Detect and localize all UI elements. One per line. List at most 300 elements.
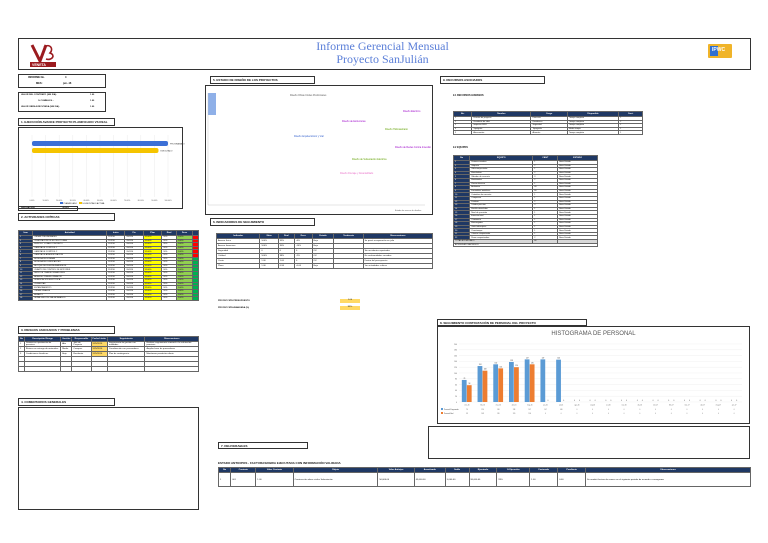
- legend-executed: % EJECUTADO ACTUAL: [82, 203, 105, 205]
- critical-cell: 15/3/16: [107, 236, 125, 240]
- histogram-bar: [467, 385, 472, 402]
- critical-cell: 1.00%: [176, 297, 192, 301]
- critical-header: Actividad: [33, 231, 107, 236]
- design-label-5: Diseño de Redes Contra Incendio: [395, 146, 431, 149]
- resource-cell: Almacén: [531, 131, 567, 135]
- resource-cell: Dirección: [531, 117, 567, 121]
- histogram-value-label: 0: [736, 401, 738, 402]
- summary-label-percent: % CUMBLE N.:: [38, 100, 54, 102]
- equipment-cell: Retroexcavadora: [470, 161, 533, 165]
- critical-row: [19, 297, 199, 301]
- risk-cell: 3: [19, 352, 25, 357]
- indicator-header: Real: [278, 234, 294, 239]
- histogram-table-programado: 124: [481, 410, 484, 411]
- equipment-cell: Compresor: [470, 196, 533, 200]
- indicator-cell: Bajo: [312, 239, 334, 244]
- risk-cell: Condiciones climáticas: [24, 352, 60, 357]
- critical-cell: CASETA DE CONTROL 1: [33, 246, 107, 250]
- equipment-cell: 2: [533, 200, 558, 204]
- equipment-cell: Rana compactadora: [470, 236, 533, 240]
- histogram-month-label: feb-17: [668, 405, 674, 407]
- histogram-value-label: 146: [557, 358, 561, 360]
- equipment-cell: Buen Estado: [558, 218, 598, 222]
- histogram-value-label: 130: [494, 363, 498, 365]
- equipment-cell: Minicargador: [470, 222, 533, 226]
- histogram-value-label: 0: [673, 401, 675, 402]
- design-label-3: Diseño Hidrosanitario: [385, 128, 408, 131]
- critical-cell: 90%: [162, 261, 176, 265]
- progress-tick-label: 30.00%: [69, 200, 76, 202]
- progress-bar: [32, 141, 168, 146]
- histogram-table-real: 58: [466, 414, 468, 415]
- histogram-table-programado: 0: [686, 410, 688, 411]
- risks-table: [18, 336, 199, 372]
- indicator-header: Indicador: [217, 234, 260, 239]
- critical-cell: 1.00%: [176, 253, 192, 257]
- equipment-cell: Mezcladora: [470, 171, 533, 175]
- equipment-cell: 9: [454, 189, 470, 193]
- resource-cell: 2: [619, 120, 643, 124]
- critical-cell: 15/3/16: [107, 268, 125, 272]
- risk-cell: [145, 367, 199, 372]
- critical-cell: 18: [19, 297, 33, 301]
- risk-header: Observaciones: [145, 337, 199, 342]
- title-line-2: Proyecto SanJulián: [336, 52, 429, 66]
- critical-cell: 7: [19, 257, 33, 261]
- critical-header: Real: [162, 231, 176, 236]
- equipment-cell: 7: [454, 182, 470, 186]
- risk-header: Seguimiento: [107, 337, 145, 342]
- histogram-notes-box: [428, 426, 750, 459]
- equipment-cell: Buen Estado: [558, 178, 598, 182]
- risk-cell: Plan de contingencia: [107, 352, 145, 357]
- equipment-cell: Buen Estado: [558, 232, 598, 236]
- projection-budget-value: 1.00: [340, 299, 360, 303]
- histogram-value-label: 0: [689, 401, 690, 402]
- critical-header: Item: [19, 231, 33, 236]
- histogram-ytick: 100: [454, 372, 457, 375]
- resource-cell: Almacenista: [472, 131, 531, 135]
- equipment-cell: Estación total: [470, 214, 533, 218]
- critical-cell: 15/3/16: [107, 286, 125, 290]
- equipment-cell: Buen Estado: [558, 207, 598, 211]
- histogram-month-label: oct-16: [606, 405, 611, 407]
- progress-chart: [18, 127, 183, 209]
- indicator-header: Estado: [312, 234, 334, 239]
- risk-cell: Jefe de Proyecto: [72, 342, 91, 347]
- equipment-cell: 1: [533, 196, 558, 200]
- histogram-month-label: abr-16: [511, 405, 517, 407]
- histogram-value-label: 116: [499, 367, 503, 369]
- equipment-cell: 8: [454, 186, 470, 190]
- risk-cell: Alta: [61, 342, 72, 347]
- critical-cell: 15/3/16: [107, 275, 125, 279]
- equipment-cell: Buen Estado: [558, 236, 598, 240]
- equipment-cell: Formaletas metálicas: [470, 189, 533, 193]
- equipment-cell: Buen Estado: [558, 204, 598, 208]
- histogram-table-real: 0: [733, 414, 735, 415]
- resource-cell: Topografía: [531, 127, 567, 131]
- histogram-value-label: 0: [641, 401, 643, 402]
- resource-cell: 5: [454, 131, 472, 135]
- indicator-cell: 98%: [278, 254, 294, 259]
- critical-cell: 91.00%: [143, 293, 162, 297]
- financing-header: Facturado: [530, 468, 558, 473]
- histogram-value-label: 138: [510, 360, 513, 362]
- critical-cell: 91.00%: [143, 239, 162, 243]
- critical-cell: 1.00%: [176, 236, 192, 240]
- critical-cell: 15: [19, 286, 33, 290]
- equipment-cell: Volqueta: [470, 164, 533, 168]
- critical-cell: 20/4/16: [125, 271, 143, 275]
- equipment-cell: 6: [454, 178, 470, 182]
- histogram-value-label: 0: [720, 401, 722, 402]
- equipment-title: 9.2 EQUIPOS: [453, 146, 468, 149]
- equipment-cell: 15: [454, 211, 470, 215]
- design-status-chart: [205, 85, 433, 215]
- critical-activities-table: [18, 230, 199, 301]
- financing-header: Objeto: [293, 468, 378, 473]
- critical-cell: 17: [19, 293, 33, 297]
- indicator-cell: 1.00: [260, 259, 278, 264]
- info-value-month: jun.-16: [63, 82, 72, 85]
- info-box: [18, 74, 106, 88]
- progress-tick-label: 20.00%: [56, 200, 63, 202]
- histogram-bar: [530, 364, 535, 402]
- equipment-cell: Buen Estado: [558, 222, 598, 226]
- summary-value-executed: 1.00: [90, 106, 95, 108]
- equipment-cell: 16: [454, 214, 470, 218]
- histogram-value-label: 0: [636, 401, 638, 402]
- critical-cell: 91.00%: [143, 243, 162, 247]
- critical-cell: CASETA DE ADMINISTRACIÓN: [33, 253, 107, 257]
- resource-cell: 1: [619, 117, 643, 121]
- critical-cell: 90%: [162, 289, 176, 293]
- histogram-value-label: 0: [704, 401, 706, 402]
- equipment-cell: Buen Estado: [558, 161, 598, 165]
- critical-cell: 5: [19, 250, 33, 254]
- critical-cell: OBRAS FINALES: [33, 289, 107, 293]
- resource-cell: Residencia: [531, 120, 567, 124]
- financing-header: Contrato: [231, 468, 256, 473]
- risk-cell: Residente: [72, 352, 91, 357]
- histogram-legend-label: Personal Real: [444, 413, 454, 415]
- critical-cell: CUARTO DE CONTROL DE MOTORES: [33, 268, 107, 272]
- histogram-ytick: 0: [456, 401, 457, 404]
- critical-cell: 90%: [162, 257, 176, 261]
- financing-cell: 001: [231, 473, 256, 487]
- critical-header: Desv: [176, 231, 192, 236]
- equipment-cell: 21: [454, 232, 470, 236]
- histogram-bar: [525, 359, 530, 402]
- histogram-value-label: 0: [731, 401, 733, 402]
- indicator-cell: Costo: [217, 259, 260, 264]
- equipment-cell: 1: [533, 193, 558, 197]
- histogram-table-real: 130: [528, 414, 532, 415]
- critical-cell: 1.00%: [176, 250, 192, 254]
- critical-cell: SUBESTACIÓN ELÉCTRICA: [33, 279, 107, 283]
- equipment-cell: Buen Estado: [558, 196, 598, 200]
- risk-cell: 31/5/2016: [91, 352, 107, 357]
- histogram-bar: [493, 364, 498, 402]
- histogram-ytick: 160: [454, 355, 457, 358]
- histogram-value-label: 0: [699, 401, 701, 402]
- resource-cell: Seguridad: [531, 124, 567, 128]
- financing-header: Saldo: [445, 468, 469, 473]
- design-label-0: Diseño Obras Civiles Preliminares: [290, 94, 327, 97]
- histogram-table-real: 0: [639, 414, 641, 415]
- equipment-cell: 14: [454, 207, 470, 211]
- equipment-cell: 1: [533, 229, 558, 233]
- critical-cell: 91.00%: [143, 261, 162, 265]
- risk-cell: 31/5/2016: [91, 347, 107, 352]
- histogram-table-real: 0: [592, 414, 594, 415]
- critical-cell: 15/3/16: [107, 264, 125, 268]
- equipment-cell: Buen Estado: [558, 164, 598, 168]
- critical-cell: 2: [19, 239, 33, 243]
- histogram-value-label: 0: [563, 401, 565, 402]
- title-line-1: Informe Gerencial Mensual: [316, 39, 449, 53]
- comments-box: [18, 407, 199, 510]
- critical-cell: 1.00%: [176, 246, 192, 250]
- critical-cell: 6: [19, 253, 33, 257]
- critical-cell: CUBIERTAS: [33, 282, 107, 286]
- equipment-cell: Planta eléctrica: [470, 182, 533, 186]
- critical-cell: 91.00%: [143, 246, 162, 250]
- indicator-cell: OK: [312, 254, 334, 259]
- equipment-cell: Buen Estado: [558, 175, 598, 179]
- legend-swatch-planned: [60, 202, 63, 204]
- histogram-value-label: 0: [573, 401, 575, 402]
- progress-tick-label: 0.00%: [29, 200, 35, 202]
- critical-cell: 90%: [162, 253, 176, 257]
- resource-cell: Topógrafo: [472, 127, 531, 131]
- critical-cell: 15/3/16: [107, 289, 125, 293]
- financing-cell: 45,000.00: [414, 473, 445, 487]
- critical-cell: 15/3/16: [107, 246, 125, 250]
- critical-cell: 1.00%: [176, 239, 192, 243]
- critical-cell: 15/3/16: [107, 282, 125, 286]
- histogram-value-label: 0: [594, 401, 596, 402]
- financing-table: [218, 467, 751, 487]
- design-label-1: Diseño Eléctrico: [403, 110, 421, 113]
- risk-header: Fecha Límite: [92, 338, 106, 340]
- histogram-table-real: 0: [560, 414, 562, 415]
- histogram-value-label: 0: [715, 401, 717, 402]
- equipment-cell: 2: [533, 171, 558, 175]
- histogram-table-real: 0: [717, 414, 719, 415]
- critical-cell: 90%: [162, 236, 176, 240]
- summary-value-percent: 1.00: [90, 100, 95, 102]
- indicator-cell: Avance financiero: [217, 244, 260, 249]
- critical-cell: 90%: [162, 282, 176, 286]
- financing-cell: 1.00: [256, 473, 293, 487]
- equipment-cell: 40: [533, 186, 558, 190]
- histogram-value-label: 0: [684, 401, 685, 402]
- histogram-bar: [483, 371, 488, 402]
- progress-tick-label: 60.00%: [110, 200, 117, 202]
- critical-cell: 15/3/16: [107, 257, 125, 261]
- indicator-cell: Avance físico: [217, 239, 260, 244]
- equipment-cell: 1: [533, 168, 558, 172]
- design-label-4: Diseño Arquitectónico y Vial: [294, 135, 324, 138]
- risk-header: Gestión: [62, 338, 71, 340]
- histogram-ytick: 60: [455, 384, 457, 387]
- equipment-cell: 2: [454, 164, 470, 168]
- histogram-bar: [514, 367, 519, 402]
- equipment-cell: Cortadora de concreto: [470, 193, 533, 197]
- resource-row: [454, 131, 643, 135]
- equipment-cell: Camioneta: [470, 218, 533, 222]
- histogram-month-label: ene-17: [653, 405, 659, 407]
- histogram-value-label: 0: [547, 401, 549, 402]
- histogram-value-label: 76: [463, 378, 466, 380]
- histogram-table-real: 0: [623, 414, 625, 415]
- resource-header: No.: [454, 112, 472, 117]
- histogram-value-label: 120: [515, 366, 518, 368]
- equipment-cell: Motobomba: [470, 178, 533, 182]
- histogram-legend-swatch: [441, 408, 443, 410]
- resource-cell: 1: [619, 124, 643, 128]
- equipment-cell: 19: [454, 225, 470, 229]
- section-5-header: 5. ESTADO DE DISEÑO DE LOS PROYECTOS: [210, 76, 315, 84]
- histogram-table-programado: 0: [576, 410, 578, 411]
- critical-cell: 20/4/16: [125, 289, 143, 293]
- resource-cell: Director de proyecto: [472, 117, 531, 121]
- equipment-cell: 1: [533, 161, 558, 165]
- resource-cell: 1: [619, 127, 643, 131]
- equipment-header: ESTADO: [558, 156, 598, 161]
- resource-cell: Inspector SISO: [472, 124, 531, 128]
- indicator-cell: Seguridad: [217, 249, 260, 254]
- resource-cell: 3: [454, 124, 472, 128]
- financing-cell: Construcción obras civiles Subestación: [293, 473, 378, 487]
- critical-cell: 1.00%: [176, 257, 192, 261]
- histogram-table-real: 0: [686, 414, 688, 415]
- equipment-cell: Buen Estado: [558, 211, 598, 215]
- critical-cell: 90%: [162, 286, 176, 290]
- equipment-cell: Andamios: [470, 186, 533, 190]
- equipment-cell: 80: [533, 189, 558, 193]
- critical-cell: 20/4/16: [125, 257, 143, 261]
- critical-cell: 1.00%: [176, 268, 192, 272]
- indicator-row: [217, 264, 433, 269]
- critical-cell: 1.00%: [176, 286, 192, 290]
- equipment-table: [453, 155, 598, 247]
- indicator-cell: No conformidades cerradas: [363, 254, 432, 259]
- risk-cell: Compras: [72, 347, 91, 352]
- critical-cell: 91.00%: [143, 264, 162, 268]
- histogram-chart: [437, 326, 750, 424]
- critical-cell: 15/3/16: [107, 239, 125, 243]
- indicator-cell: -6%: [294, 239, 312, 244]
- histogram-month-label: feb-16: [480, 405, 485, 407]
- projection-advance-value: 93%: [340, 306, 360, 310]
- equipment-cell: 12: [454, 200, 470, 204]
- histogram-table-real: 0: [655, 414, 656, 415]
- critical-cell: 1.00%: [176, 271, 192, 275]
- financing-cell: 1.00: [530, 473, 558, 487]
- histogram-month-label: ago-16: [574, 405, 580, 407]
- resource-header: Cant.: [619, 112, 643, 117]
- equipment-cell: 3: [533, 175, 558, 179]
- critical-header: Plan: [143, 231, 162, 236]
- design-label-7: Diseño Drenaje y Alcantarillado: [340, 172, 374, 175]
- risk-cell: Coordinación con proveedores: [107, 347, 145, 352]
- histogram-month-label: jul-16: [559, 405, 564, 407]
- progress-bar-label: EJECUTADO: [160, 150, 173, 153]
- indicator-cell: Bajo: [312, 264, 334, 269]
- histogram-bar: [498, 368, 503, 402]
- equipment-prev-row: [454, 243, 598, 247]
- critical-cell: ASFALTO: [33, 293, 107, 297]
- risk-empty-row: [19, 367, 199, 372]
- histogram-table-real: 0: [607, 414, 609, 415]
- resource-cell: 4: [454, 127, 472, 131]
- ipwc-logo-text: IPWC: [712, 46, 726, 53]
- indicator-cell: Ver actividades críticas: [363, 264, 432, 269]
- risk-cell: Realizar seguimiento semanal a la solicitud de permisos: [145, 342, 199, 347]
- report-title: [200, 40, 565, 66]
- indicator-cell: Se prevé recuperación en julio: [363, 239, 432, 244]
- indicator-header: Desv: [294, 234, 312, 239]
- critical-cell: 20/4/16: [125, 253, 143, 257]
- section-2-header: 2. ACTIVIDADES CRÍTICAS: [18, 213, 115, 221]
- histogram-value-label: 130: [530, 363, 534, 365]
- critical-cell: 91.00%: [143, 289, 162, 293]
- histogram-title: HISTOGRAMA DE PERSONAL: [551, 331, 636, 337]
- histogram-month-label: ene-16: [464, 405, 470, 407]
- critical-cell: 91.00%: [143, 236, 162, 240]
- indicator-cell: 0: [294, 259, 312, 264]
- histogram-table-programado: 130: [497, 410, 500, 411]
- critical-cell: 90%: [162, 293, 176, 297]
- histogram-table-programado: 0: [607, 410, 609, 411]
- equipment-cell: 10: [454, 193, 470, 197]
- indicator-cell: Plazo: [217, 264, 260, 269]
- histogram-month-label: may-16: [527, 405, 533, 407]
- histogram-ytick: 20: [455, 396, 457, 398]
- resource-header: Cargo: [531, 112, 567, 117]
- histogram-month-label: jun-16: [543, 405, 548, 407]
- critical-cell: 10: [19, 268, 33, 272]
- risk-cell: 1: [19, 342, 25, 347]
- histogram-table-real: 108: [481, 414, 484, 415]
- critical-cell: ÁREA DE TRANSFORMADOR: [33, 275, 107, 279]
- indicator-cell: 0.94: [278, 264, 294, 269]
- equipment-cell: 3: [533, 204, 558, 208]
- critical-cell: BLOQUE DE FUERZA INMERSIÓN: [33, 264, 107, 268]
- indicator-cell: OK: [312, 259, 334, 264]
- resource-cell: Tiempo completo: [567, 117, 618, 121]
- summary-label-contract: VALOR DEL CONTRATO (SIN IVA):: [21, 94, 57, 96]
- histogram-value-label: 0: [605, 401, 607, 402]
- resource-header: Disponible: [567, 112, 618, 117]
- financing-header: Valor Contrato: [256, 468, 293, 473]
- critical-cell: 90%: [162, 246, 176, 250]
- histogram-table-real: 0: [702, 414, 704, 415]
- resources-table: [453, 111, 643, 135]
- critical-cell: 91.00%: [143, 253, 162, 257]
- risk-cell: [107, 367, 145, 372]
- progress-bar-label: PROGRAMADO: [170, 143, 185, 146]
- critical-cell: 20/4/16: [125, 246, 143, 250]
- equipment-cell: 2: [533, 164, 558, 168]
- critical-cell: ESTANCAMIENTO: [33, 286, 107, 290]
- critical-cell: 20/4/16: [125, 243, 143, 247]
- histogram-bar: [478, 366, 483, 402]
- resource-cell: Medio tiempo: [567, 127, 618, 131]
